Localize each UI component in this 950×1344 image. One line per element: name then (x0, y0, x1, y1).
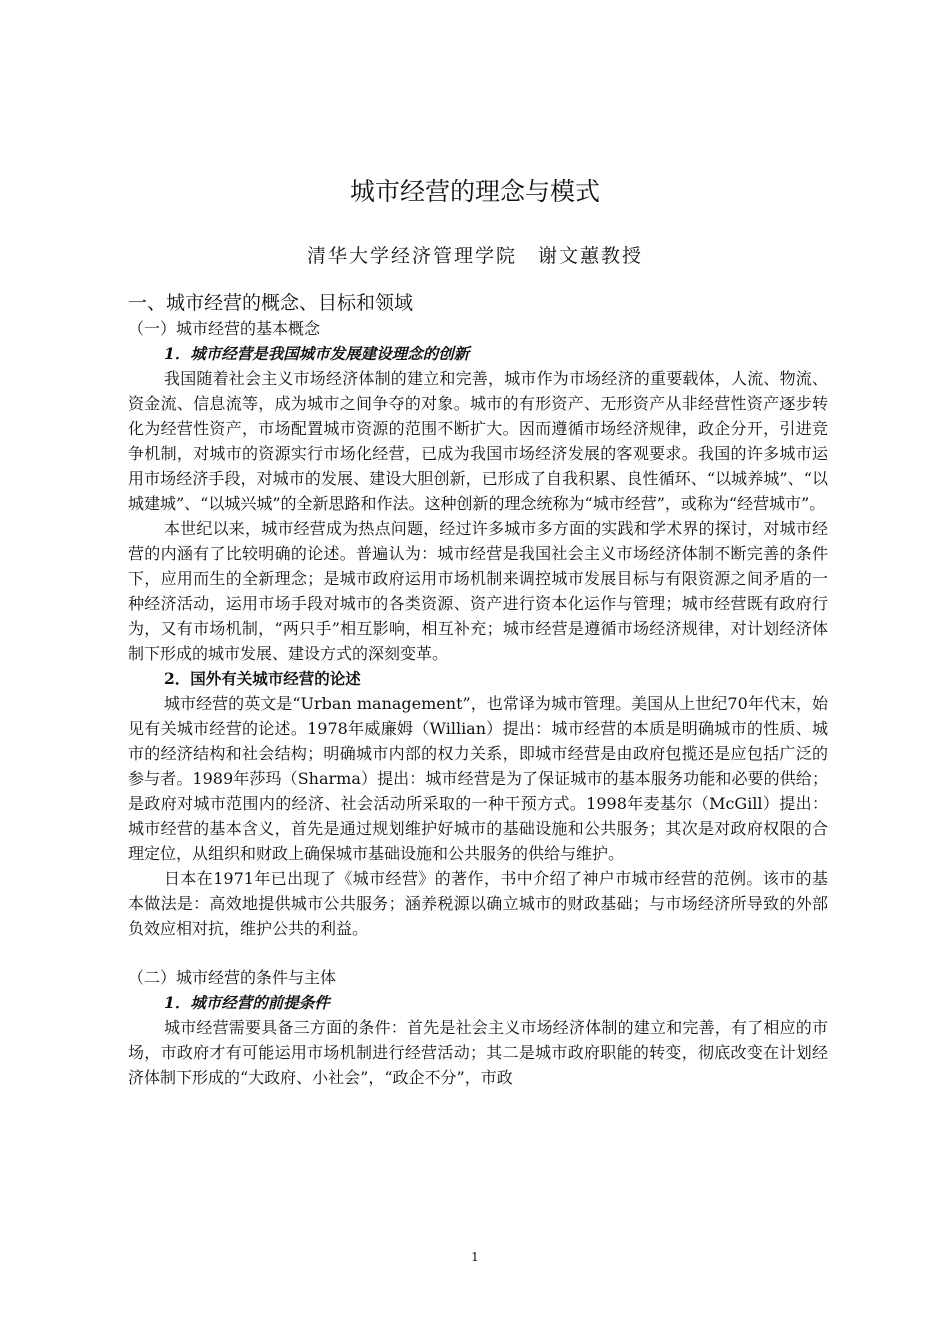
page-number: 1 (471, 1250, 479, 1264)
item-1-heading: 1．城市经营是我国城市发展建设理念的创新 (164, 344, 470, 363)
author-line: 清华大学经济管理学院 谢文蕙教授 (306, 245, 643, 267)
paragraph-1: 我国随着社会主义市场经济体制的建立和完善，城市作为市场经济的重要载体，人流、物流、资金流、信息流等，成为城市之间争夺的对象。城市的有形资产、无形资产从非经营性资产逐步转化为经营性资产，市场配置城市资源的范围不断扩大。因而遵循市场经济规律，政企分开，引进竞争机制，对城市的资源实行市场化经营，已成为我国市场经济发展的客观要求。我国的许多城市运用市场经济手段，对城市的发展、建设大胆创新，已形成了自我积累、良性循环、“以城养城”、“以城建城”、“以城兴城”的全新思路和作法。这种创新的理念统称为“城市经营”，或称为“经营城市”。 (128, 369, 828, 513)
subsection-2-heading: （二）城市经营的条件与主体 (128, 968, 337, 987)
item-2-heading: 2．国外有关城市经营的论述 (164, 669, 361, 688)
subsection-1-heading: （一）城市经营的基本概念 (128, 319, 321, 338)
paragraph-5: 城市经营需要具备三方面的条件：首先是社会主义市场经济体制的建立和完善，有了相应的市场，市政府才有可能运用市场机制进行经营活动；其二是城市政府职能的转变，彻底改变在计划经济体制下形成的“大政府、小社会”，“政企不分”，市政 (128, 1018, 828, 1087)
document-body (128, 290, 828, 1090)
paragraph-2: 本世纪以来，城市经营成为热点问题，经过许多城市多方面的实践和学术界的探讨，对城市经营的内涵有了比较明确的论述。普遍认为：城市经营是我国社会主义市场经济体制不断完善的条件下，应用而生的全新理念；是城市政府运用市场机制来调控城市发展目标与有限资源之间矛盾的一种经济活动，运用市场手段对城市的各类资源、资产进行资本化运作与管理；城市经营既有政府行为，又有市场机制，“两只手”相互影响，相互补充；城市经营是遵循市场经济规律，对计划经济体制下形成的城市发展、建设方式的深刻变革。 (128, 519, 828, 663)
paragraph-3: 城市经营的英文是“Urban management”，也常译为城市管理。美国从上世纪70年代末，始见有关城市经营的论述。1978年威廉姆（Willian）提出：城市经营的本质是明确城市的性质、城市的经济结构和社会结构；明确城市内部的权力关系，即城市经营是由政府包揽还是应包括广泛的参与者。1989年莎玛（Sharma）提出：城市经营是为了保证城市的基本服务功能和必要的供给；是政府对城市范围内的经济、社会活动所采取的一种干预方式。1998年麦基尔（McGill）提出：城市经营的基本含义，首先是通过规划维护好城市的基础设施和公共服务；其次是对政府权限的合理定位，从组织和财政上确保城市基础设施和公共服务的供给与维护。 (128, 694, 828, 863)
document-title: 城市经营的理念与模式 (349, 177, 600, 206)
blank-line (128, 941, 828, 966)
item-3-heading: 1．城市经营的前提条件 (164, 993, 330, 1012)
section-1-heading: 一、城市经营的概念、目标和领域 (128, 292, 414, 314)
paragraph-4: 日本在1971年已出现了《城市经营》的著作，书中介绍了神户市城市经营的范例。该市的基本做法是：高效地提供城市公共服务；涵养税源以确立城市的财政基础；与市场经济所导致的外部负效应相对抗，维护公共的利益。 (128, 869, 828, 938)
